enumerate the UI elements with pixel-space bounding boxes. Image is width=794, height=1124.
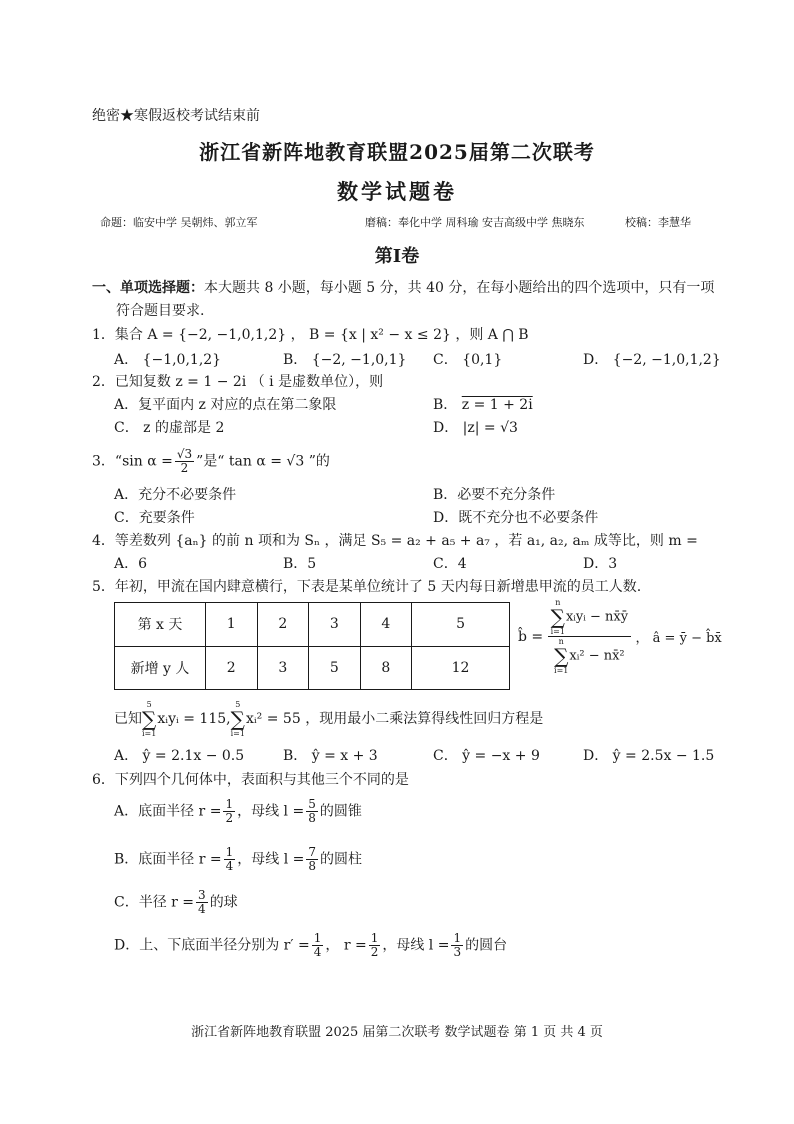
credit-proofreader: 校稿：李慧华: [625, 216, 691, 229]
q5-stem: 5．年初，甲流在国内肆意横行，下表是某单位统计了 5 天内每日新增患甲流的员工人数.: [92, 579, 642, 595]
q6-option-c: C．半径 r = $\frac{3}{4}$ 的球: [114, 888, 238, 916]
fraction: $\frac{1}{3}$: [453, 931, 462, 959]
formula-b-denominator: n ∑ i=1 xᵢ² − nx̄²: [554, 637, 625, 675]
table-cell: 3: [309, 603, 361, 647]
table-cell: 5: [412, 603, 510, 647]
table-cell: 4: [360, 603, 412, 647]
credit-proposer: 命题：临安中学 吴朝炜、郭立军: [100, 216, 258, 229]
q3-fraction: [175, 448, 194, 475]
formula-a: ， â = ȳ − b̂x̄: [635, 631, 722, 646]
q2-option-a: A．复平面内 z 对应的点在第二象限: [114, 397, 337, 413]
table-cell: 8: [360, 646, 412, 690]
q6-option-b: B．底面半径 r = $\frac{1}{4}$ ，母线 l = $\frac{7}{8}$ 的圆柱: [114, 845, 363, 873]
table-row: [115, 646, 510, 690]
table-row: [115, 603, 510, 647]
sigma-icon: 5 ∑ i=1: [142, 700, 157, 738]
formula-b-lhs: b̂ =: [518, 628, 544, 645]
q5-option-b: B． ŷ = x + 3: [283, 748, 378, 764]
section-desc-line2: 符合题目要求.: [116, 303, 205, 319]
section-desc-line1: 本大题共 8 小题，每小题 5 分，共 40 分，在每小题给出的四个选项中，只有一项: [204, 280, 715, 296]
q2-stem: 2．已知复数 z = 1 − 2i （ i 是虚数单位），则: [92, 374, 384, 390]
q3-option-c: C．充要条件: [114, 510, 195, 526]
q5-option-d: D． ŷ = 2.5x − 1.5: [583, 748, 715, 764]
q5-option-c: C． ŷ = −x + 9: [433, 748, 540, 764]
credit-reviewer: 磨稿：奉化中学 周科瑜 安吉高级中学 焦晓东: [365, 216, 585, 229]
q6-option-a: A．底面半径 r = $\frac{1}{2}$ ，母线 l = $\frac{5}{8}$ 的圆锥: [114, 797, 362, 825]
q1-stem: 1．集合 A = {−2, −1,0,1,2} ， B = {x | x² − x ≤ 2} ，则 A ⋂ B: [92, 327, 529, 343]
page-footer: 浙江省新阵地教育联盟 2025 届第二次联考 数学试题卷 第 1 页 共 4 页: [191, 1025, 603, 1040]
q4-option-a: A．6: [114, 556, 148, 572]
table-cell: 2: [206, 646, 258, 690]
q5-known-prefix: 已知: [114, 711, 142, 727]
fraction: $\frac{1}{4}$: [313, 931, 322, 959]
q2-option-b-label: B．: [433, 397, 458, 413]
q3-stem-a: “sin α =: [114, 453, 173, 470]
q2-option-b-expr: z = 1 + 2i: [461, 397, 533, 413]
formula-b-fraction: [548, 598, 631, 675]
fraction: $\frac{3}{4}$: [198, 888, 206, 916]
q3-option-a: A．充分不必要条件: [114, 487, 237, 503]
fraction: $\frac{1}{2}$: [225, 797, 234, 825]
sigma-icon: 5 ∑ i=1: [230, 700, 245, 738]
section-heading: [92, 279, 714, 297]
q2-option-b: [433, 396, 533, 414]
q4-option-b: B．5: [283, 556, 317, 572]
q5-option-a: A． ŷ = 2.1x − 0.5: [114, 748, 245, 764]
section-heading-label: 一、单项选择题：: [92, 280, 204, 296]
fraction: $\frac{1}{4}$: [225, 845, 234, 873]
q1-option-d: D． {−2, −1,0,1,2}: [583, 352, 721, 368]
q3-option-d: D．既不充分也不必要条件: [433, 510, 599, 526]
table-cell: 5: [309, 646, 361, 690]
q2-option-d: D． |z| = √3: [433, 420, 518, 436]
table-cell: 新增 y 人: [115, 646, 206, 690]
q3-stem: [92, 448, 330, 475]
regression-formula: [518, 598, 722, 675]
q3-stem-b: ”是“ tan α = √3 ”的: [196, 453, 330, 470]
fraction: $\frac{5}{8}$: [308, 797, 316, 825]
q1-option-a: A． {−1,0,1,2}: [114, 352, 222, 368]
q3-number: 3．: [92, 453, 115, 470]
q5-known-x2: xᵢ² = 55 ，现用最小二乘法算得线性回归方程是: [245, 711, 544, 727]
part-title: 第Ⅰ卷: [374, 246, 420, 267]
q4-option-c: C．4: [433, 556, 467, 572]
table-cell: 1: [206, 603, 258, 647]
table-cell: 2: [257, 603, 309, 647]
q3-option-b: B．必要不充分条件: [433, 487, 556, 503]
confidential-label: 绝密★寒假返校考试结束前: [92, 108, 260, 124]
q6-option-d: D．上、下底面半径分别为 r′ = $\frac{1}{4}$ ， r = $\frac{1}{2}$ ，母线 l = $\frac{1}{3}$ 的圆台: [114, 931, 508, 959]
q2-option-c: C． z 的虚部是 2: [114, 420, 225, 436]
q3-frac-num: √3: [176, 447, 193, 461]
table-cell: 第 x 天: [115, 603, 206, 647]
table-cell: 12: [412, 646, 510, 690]
sigma-icon: n ∑ i=1: [554, 637, 569, 675]
q1-option-c: C． {0,1}: [433, 352, 503, 368]
q1-option-b: B． {−2, −1,0,1}: [283, 352, 407, 368]
q4-stem: 4．等差数列 {aₙ} 的前 n 项和为 Sₙ ，满足 S₅ = a₂ + a₅ + a₇ ，若 a₁, a₂, aₘ 成等比，则 m =: [92, 533, 698, 549]
q4-option-d: D．3: [583, 556, 618, 572]
exam-subtitle: 数学试题卷: [337, 179, 457, 204]
fraction: $\frac{1}{2}$: [370, 931, 379, 959]
formula-b-numerator: n ∑ i=1 xᵢyᵢ − nx̄ȳ: [548, 598, 631, 637]
q6-stem: 6．下列四个几何体中，表面积与其他三个不同的是: [92, 772, 409, 788]
fraction: $\frac{7}{8}$: [308, 845, 317, 873]
q3-frac-den: 2: [180, 461, 189, 475]
sigma-icon: n ∑ i=1: [550, 598, 565, 636]
table-cell: 3: [257, 646, 309, 690]
q5-known: [114, 700, 543, 738]
exam-title: 浙江省新阵地教育联盟2025届第二次联考: [199, 140, 595, 164]
q5-known-xy: xᵢyᵢ = 115,: [157, 711, 231, 727]
q5-data-table: [114, 602, 510, 690]
